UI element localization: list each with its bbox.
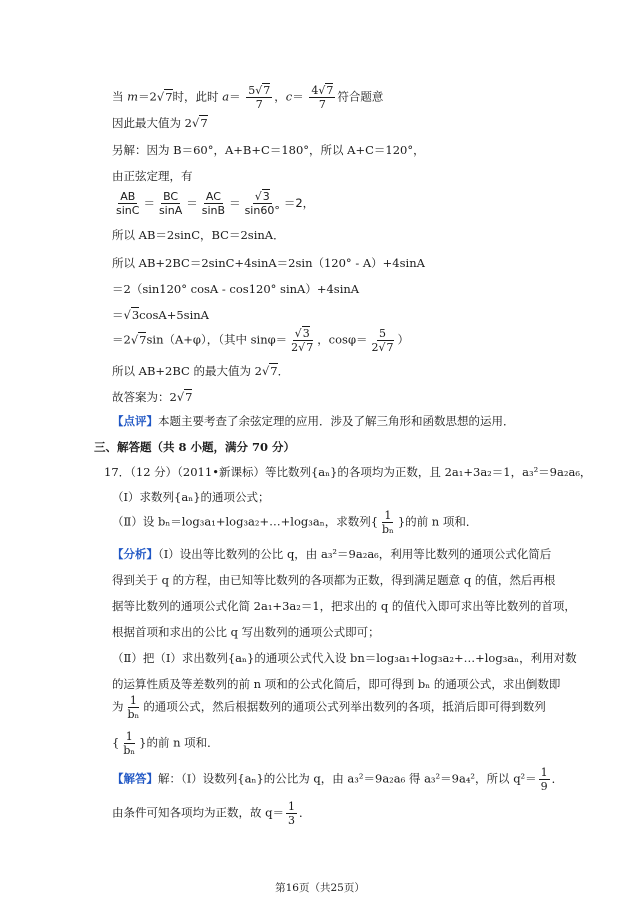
line-7: 所以 AB+2BC＝2sinC+4sinA＝2sin（120° - A）+4sinA xyxy=(112,256,425,270)
comment-tag: 【点评】 xyxy=(112,414,158,428)
analysis-line-6: 的运算性质及等差数列的前 n 项和的公式化简后，即可得到 bₙ 的通项公式，求出倒数即 xyxy=(112,677,561,691)
line-5: $\frac{AB}{\sin C}$ ＝ $\frac{BC}{\sin A}$ ＝ $\frac{AC}{\sin B}$ ＝ $\frac{√3}{\sin 60^\circ}$ ＝2， xyxy=(116,190,315,217)
line-6: 所以 AB＝2sinC，BC＝2sinA． xyxy=(112,228,285,242)
analysis-line-2: 得到关于 q 的方程，由已知等比数列的各项都为正数，得到满足题意 q 的值，然后再根 xyxy=(112,573,556,587)
line-4: 由正弦定理，有 xyxy=(112,169,193,183)
solution-line-1: 【解答】解：（Ⅰ）设数列{aₙ}的公比为 q，由 a₃²＝9a₂a₆ 得 a₃²＝9a₄²，所以 q²＝ $\frac{1}{9}$ ． xyxy=(112,766,564,793)
line-9: ＝√3cosA+5sinA xyxy=(112,308,209,322)
analysis-line-4: 根据首项和求出的公比 q 写出数列的通项公式即可； xyxy=(112,625,380,639)
analysis-line-1: 【分析】（Ⅰ）设出等比数列的公比 q，由 a₃²＝9a₂a₆，利用等比数列的通项公式化简后 xyxy=(112,547,552,561)
line-12: 故答案为：2√7 xyxy=(112,390,193,404)
line-1: 当 m＝2√7时，此时 a＝ $\frac{5√7}{7}$ ，c＝ $\frac{4√7}{7}$ 符合题意 xyxy=(112,84,384,111)
solution-tag: 【解答】 xyxy=(112,771,158,786)
fraction: $\frac{4√7}{7}$ xyxy=(311,84,334,111)
analysis-tag: 【分析】 xyxy=(112,547,158,561)
line-3: 另解：因为 B＝60°，A+B+C＝180°，所以 A+C＝120°， xyxy=(112,143,425,157)
line-8: ＝2（sin120° cosA - cos120° sinA）+4sinA xyxy=(112,282,360,296)
analysis-line-3: 据等比数列的通项公式化简 2a₁+3a₂＝1，把求出的 q 的值代入即可求出等比数列的首项， xyxy=(112,599,576,613)
page-footer: 第16页（共25页） xyxy=(275,882,365,894)
analysis-line-8: { $\frac{1}{\text{bₙ}}$ }的前 n 项和． xyxy=(112,730,219,757)
analysis-line-7: 为 $\frac{1}{\text{bₙ}}$ 的通项公式，然后根据数列的通项公式列举出数列的各项，抵消后即可得到数列 xyxy=(112,694,546,721)
analysis-line-5: （Ⅱ）把（Ⅰ）求出数列{aₙ}的通项公式代入设 bn＝log₃a₁+log₃a₂+…+log₃aₙ，利用对数 xyxy=(112,651,577,665)
line-10: ＝2√7sin（A+φ），（其中 sinφ＝ $\frac{√3}{2√7}$ ，cosφ＝ $\frac{5}{2√7}$ ） xyxy=(112,327,410,354)
problem-17-statement: 17．（12 分）（2011•新课标）等比数列{aₙ}的各项均为正数，且 2a₁+3a₂＝1，a₃²＝9a₂a₆， xyxy=(104,465,592,479)
line-2: 因此最大值为 2√7 xyxy=(112,116,208,130)
section-heading: 三、解答题（共 8 小题，满分 70 分） xyxy=(94,440,296,454)
line-13: 【点评】本题主要考查了余弦定理的应用．涉及了解三角形和函数思想的运用． xyxy=(112,414,515,428)
fraction: $\frac{5√7}{7}$ xyxy=(248,84,271,111)
problem-part-1: （Ⅰ）求数列{aₙ}的通项公式； xyxy=(112,490,270,504)
line-11: 所以 AB+2BC 的最大值为 2√7． xyxy=(112,364,290,378)
solution-line-2: 由条件可知各项均为正数，故 q＝ $\frac{1}{3}$ ． xyxy=(112,800,311,827)
problem-part-2: （Ⅱ）设 bₙ＝log₃a₁+log₃a₂+…+log₃aₙ，求数列{ $\frac{1}{\text{bₙ}}$ }的前 n 项和． xyxy=(112,509,478,536)
